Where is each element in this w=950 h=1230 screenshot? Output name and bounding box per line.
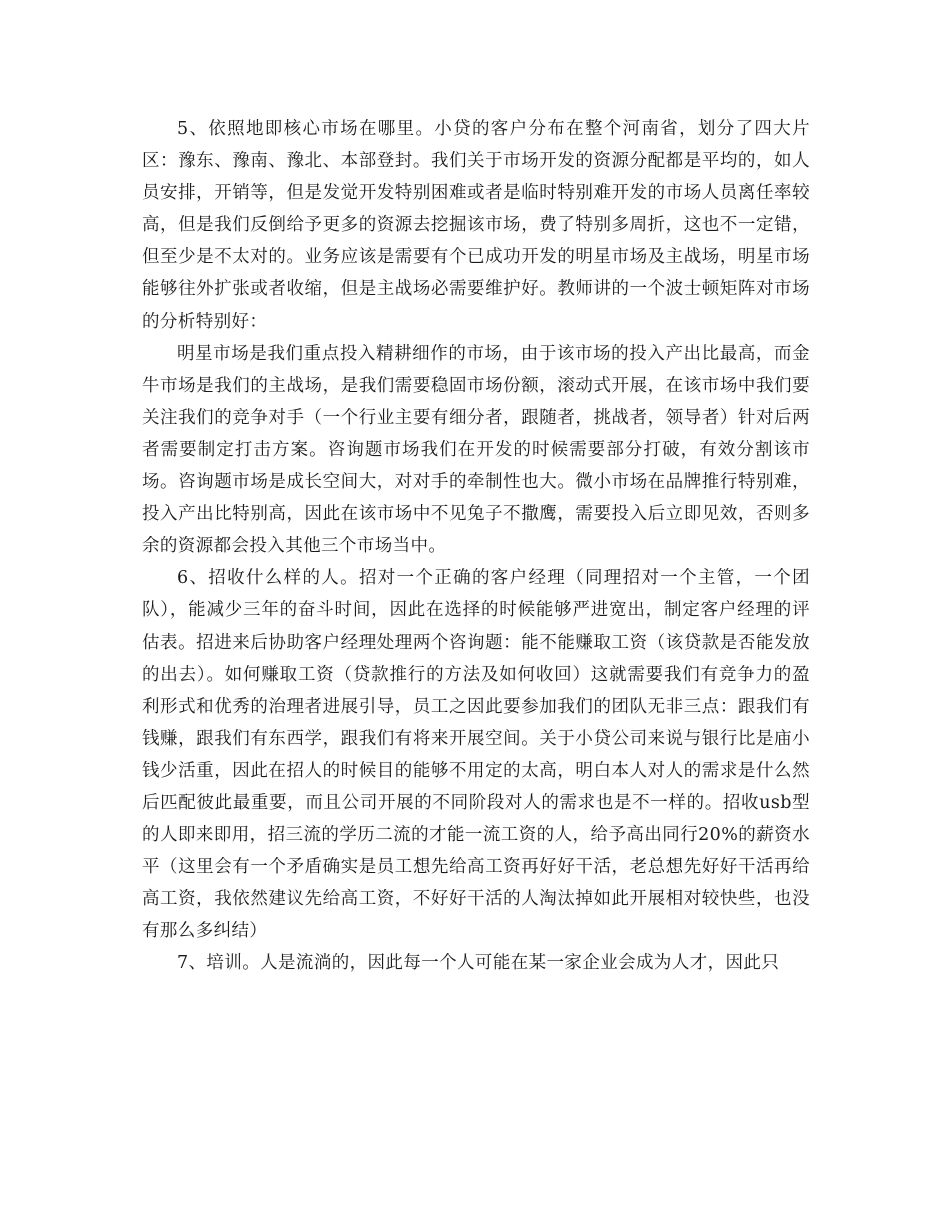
paragraph-core-market: 5、依照地即核心市场在哪里。小贷的客户分布在整个河南省，划分了四大片区：豫东、豫南、豫北、本部登封。我们关于市场开发的资源分配都是平均的，如人员安排，开销等，但是发觉开发特别困难或者是临时特别难开发的市场人员离任率较高，但是我们反倒给予更多的资源去挖掘该市场，费了特别多周折，这也不一定错，但至少是不太对的。业务应该是需要有个已成功开发的明星市场及主战场，明星市场能够往外扩张或者收缩，但是主战场必需要维护好。教师讲的一个波士顿矩阵对市场的分析特别好： — [142, 119, 810, 332]
document-body — [142, 113, 810, 980]
paragraph-boston-matrix: 明星市场是我们重点投入精耕细作的市场，由于该市场的投入产出比最高，而金牛市场是我们的主战场，是我们需要稳固市场份额，滚动式开展，在该市场中我们要关注我们的竞争对手（一个行业主要有细分者，跟随者，挑战者，领导者）针对后两者需要制定打击方案。咨询题市场我们在开发的时候需要部分打破，有效分割该市场。咨询题市场是成长空间大，对对手的牵制性也大。微小市场在品牌推行特别难，投入产出比特别高，因此在该市场中不见兔子不撒鹰，需要投入后立即见效，否则多余的资源都会投入其他三个市场当中。 — [142, 343, 810, 557]
paragraph-training: 7、培训。人是流淌的，因此每一个人可能在某一家企业会成为人才，因此只 — [177, 953, 780, 974]
paragraph-recruitment: 6、招收什么样的人。招对一个正确的客户经理（同理招对一个主管，一个团队），能减少三年的奋斗时间，因此在选择的时候能够严进宽出，制定客户经理的评估表。招进来后协助客户经理处理两个咨询题：能不能赚取工资（该贷款是否能发放的出去）。如何赚取工资（贷款推行的方法及如何收回）这就需要我们有竞争力的盈利形式和优秀的治理者进展引导，员工之因此要参加我们的团队无非三点：跟我们有钱赚，跟我们有东西学，跟我们有将来开展空间。关于小贷公司来说与银行比是庙小钱少活重，因此在招人的时候目的能够不用定的太高，明白本人对人的需求是什么然后匹配彼此最重要，而且公司开展的不同阶段对人的需求也是不一样的。招收usb型的人即来即用，招三流的学历二流的才能一流工资的人，给予高出同行20%的薪资水平（这里会有一个矛盾确实是员工想先给高工资再好好干活，老总想先好好干活再给高工资，我依然建议先给高工资，不好好干活的人淘汰掉如此开展相对较快些，也没有那么多纠结） — [142, 568, 810, 942]
